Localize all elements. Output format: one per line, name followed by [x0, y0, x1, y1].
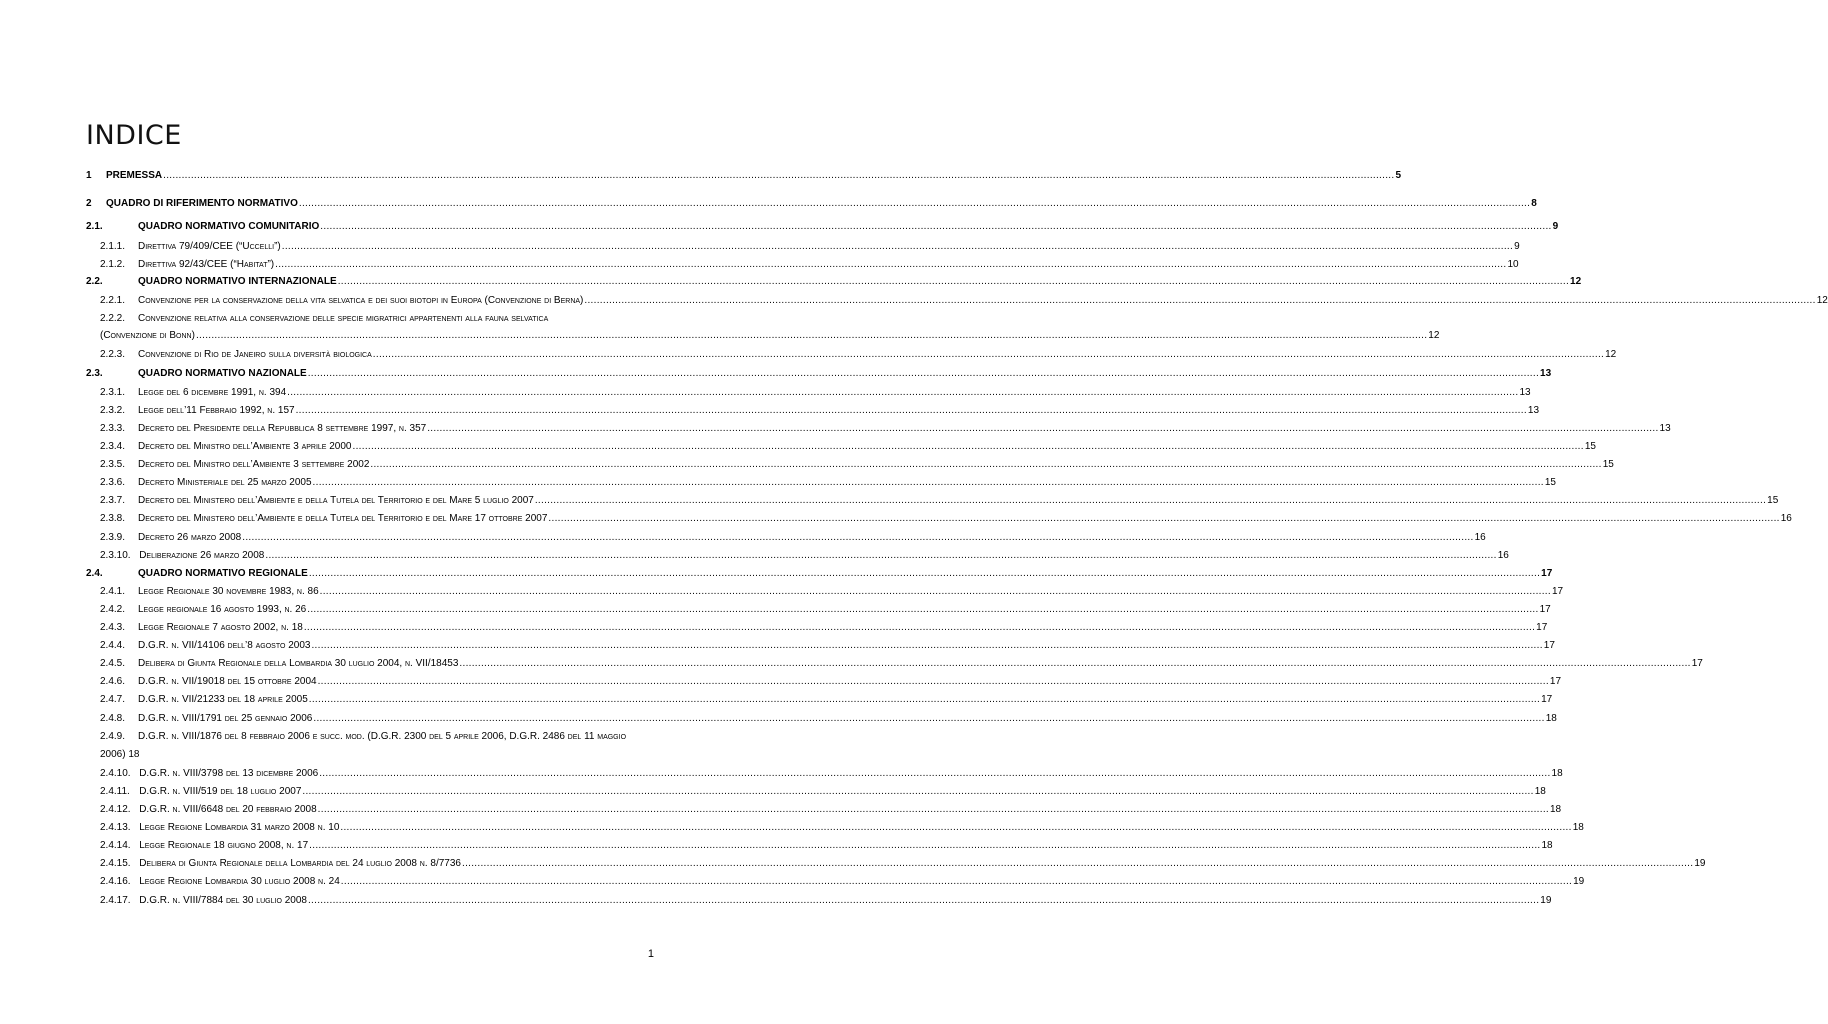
toc-entry[interactable] [0, 511, 1792, 527]
toc-entry-label: Decreto del Ministro dell’Ambiente 3 settembre 2002 [138, 459, 370, 470]
toc-leader-dots: ................................................................................................................................................................................................................................................................................................................................................................................................................ [308, 694, 1541, 705]
toc-entry-number: 2.4. [86, 568, 103, 579]
toc-entry-label: Decreto del Ministero dell’Ambiente e della Tutela del Territorio e del Mare 17 ottobre 2007 [138, 513, 548, 524]
toc-entry-number: 2.4.12. [100, 804, 131, 815]
toc-entry-page: 12 [1428, 330, 1440, 341]
toc-leader-dots: ................................................................................................................................................................................................................................................................................................................................................................................................................ [584, 295, 1816, 306]
toc-entry-label: Delibera di Giunta Regionale della Lombardia del 24 luglio 2008 n. 8/7736 [139, 858, 461, 869]
toc-entry-page: 16 [1474, 532, 1486, 543]
toc-entry[interactable] [0, 457, 1614, 473]
toc-leader-dots: ................................................................................................................................................................................................................................................................................................................................................................................................................ [281, 241, 1514, 252]
toc-entry[interactable] [0, 328, 1440, 344]
toc-leader-dots: ................................................................................................................................................................................................................................................................................................................................................................................................................ [352, 441, 1584, 452]
toc-entry-label: D.G.R. n. VII/14106 dell’8 agosto 2003 [138, 640, 311, 651]
page-title: INDICE [86, 120, 182, 151]
toc-leader-dots: ................................................................................................................................................................................................................................................................................................................................................................................................................ [307, 604, 1539, 615]
toc-entry-number: 2.1. [86, 221, 103, 232]
toc-entry[interactable] [0, 421, 1671, 437]
toc-entry[interactable] [0, 784, 1546, 800]
toc-entry-number: 2.2.2. [100, 313, 126, 324]
toc-leader-dots: ................................................................................................................................................................................................................................................................................................................................................................................................................ [307, 895, 1540, 906]
toc-entry-page: 17 [1691, 658, 1703, 669]
toc-entry[interactable] [0, 311, 724, 327]
toc-entry-number: 2.4.16. [100, 876, 131, 887]
toc-entry-page: 5 [1395, 170, 1402, 181]
toc-entry[interactable] [0, 548, 1509, 564]
toc-entry-page: 17 [1551, 586, 1564, 597]
toc-entry[interactable] [0, 856, 1706, 872]
toc-entry-number: 2.4.15. [100, 858, 131, 869]
toc-entry-label: Deliberazione 26 marzo 2008 [139, 550, 265, 561]
toc-entry-page: 17 [1539, 604, 1551, 615]
toc-entry-page: 15 [1584, 441, 1596, 452]
toc-entry-number: 2.4.4. [100, 640, 126, 651]
toc-entry-page: 18 [1551, 768, 1563, 779]
toc-entry-label: D.G.R. n. VIII/1791 del 25 gennaio 2006 [138, 713, 313, 724]
toc-leader-dots: ................................................................................................................................................................................................................................................................................................................................................................................................................ [319, 768, 1551, 779]
toc-entry[interactable] [0, 366, 1552, 382]
toc-entry-page: 8 [1531, 198, 1537, 209]
toc-entry-label: D.G.R. n. VII/19018 del 15 ottobre 2004 [138, 676, 317, 687]
toc-entry[interactable] [0, 674, 1562, 690]
toc-entry-number: 2.3.7. [100, 495, 126, 506]
toc-entry[interactable] [0, 711, 1557, 727]
toc-entry-page: 18 [1572, 822, 1584, 833]
toc-leader-dots: ................................................................................................................................................................................................................................................................................................................................................................................................................ [195, 330, 1428, 341]
toc-entry-number: 1 [86, 170, 92, 181]
toc-entry-page: 17 [1541, 694, 1553, 705]
toc-entry-page: 10 [1507, 259, 1519, 270]
toc-leader-dots: ................................................................................................................................................................................................................................................................................................................................................................................................................ [303, 622, 1536, 633]
toc-leader-dots: ................................................................................................................................................................................................................................................................................................................................................................................................................ [317, 804, 1549, 815]
toc-entry[interactable] [0, 274, 1582, 290]
toc-entry[interactable] [0, 347, 1617, 363]
toc-leader-dots: ................................................................................................................................................................................................................................................................................................................................................................................................................ [312, 477, 1544, 488]
toc-entry[interactable] [0, 620, 1548, 636]
toc-entry-number: 2.1.2. [100, 259, 126, 270]
toc-leader-dots: ................................................................................................................................................................................................................................................................................................................................................................................................................ [320, 221, 1552, 232]
toc-entry-number: 2.3.10. [100, 550, 131, 561]
toc-entry-page: 18 [1550, 804, 1562, 815]
toc-entry[interactable] [0, 602, 1551, 618]
toc-entry[interactable] [0, 196, 1537, 212]
toc-entry-number: 2.4.10. [100, 768, 131, 779]
toc-leader-dots: ................................................................................................................................................................................................................................................................................................................................................................................................................ [275, 259, 1507, 270]
toc-entry-label: Legge del 6 dicembre 1991, n. 394 [138, 387, 287, 398]
toc-entry[interactable] [0, 475, 1556, 491]
toc-entry[interactable] [0, 802, 1562, 818]
toc-leader-dots: ................................................................................................................................................................................................................................................................................................................................................................................................................ [534, 495, 1767, 506]
toc-entry-number: 2.3.9. [100, 532, 126, 543]
toc-entry-number: 2.4.14. [100, 840, 131, 851]
toc-leader-dots: ................................................................................................................................................................................................................................................................................................................................................................................................................ [459, 658, 1691, 669]
toc-leader-dots: ................................................................................................................................................................................................................................................................................................................................................................................................................ [313, 713, 1545, 724]
toc-leader-dots: ................................................................................................................................................................................................................................................................................................................................................................................................................ [548, 513, 1780, 524]
toc-entry-page: 13 [1540, 368, 1552, 379]
toc-entry-page: 17 [1541, 568, 1553, 579]
toc-entry-number: 2.3.4. [100, 441, 126, 452]
toc-entry[interactable] [0, 530, 1486, 546]
toc-entry-label: D.G.R. n. VIII/1876 del 8 febbraio 2006 e succ. mod. (D.G.R. 2300 del 5 aprile 2006, D.G.R. 2486 del 11 maggio [138, 731, 627, 742]
toc-entry-number: 2.4.9. [100, 731, 126, 742]
toc-entry-label: D.G.R. n. VII/21233 del 18 aprile 2005 [138, 694, 308, 705]
toc-entry[interactable] [0, 766, 1563, 782]
toc-leader-dots: ................................................................................................................................................................................................................................................................................................................................................................................................................ [302, 786, 1534, 797]
toc-entry-label: Legge Regionale 30 novembre 1983, n. 86 [138, 586, 319, 597]
toc-entry-number: 2.4.3. [100, 622, 126, 633]
toc-entry-number: 2.3.6. [100, 477, 126, 488]
toc-entry-number: 2.4.7. [100, 694, 126, 705]
toc-entry[interactable] [0, 293, 1828, 309]
toc-entry-label: Decreto 26 marzo 2008 [138, 532, 242, 543]
toc-leader-dots: ................................................................................................................................................................................................................................................................................................................................................................................................................ [163, 170, 1395, 181]
toc-entry-number: 2.3.2. [100, 405, 126, 416]
footer-page-number: 1 [647, 948, 654, 960]
toc-entry-number: 2.3.3. [100, 423, 126, 434]
toc-entry-number: 2.4.11. [100, 786, 130, 797]
toc-entry-number: 2.3.1. [100, 387, 126, 398]
toc-entry-number: 2.4.17. [100, 895, 131, 906]
toc-entry-number: 2.4.5. [100, 658, 126, 669]
toc-entry-number: 2.4.2. [100, 604, 126, 615]
toc-entry[interactable] [0, 584, 1564, 600]
toc-entry[interactable] [0, 566, 1553, 582]
toc-leader-dots: ................................................................................................................................................................................................................................................................................................................................................................................................................ [309, 840, 1541, 851]
toc-leader-dots: ................................................................................................................................................................................................................................................................................................................................................................................................................ [372, 349, 1605, 360]
toc-entry-number: 2.2. [86, 276, 103, 287]
toc-entry-label: D.G.R. n. VIII/3798 del 13 dicembre 2006 [139, 768, 319, 779]
toc-entry-label: Legge dell’11 Febbraio 1992, n. 157 [138, 405, 295, 416]
toc-entry-label: QUADRO NORMATIVO REGIONALE [138, 568, 308, 579]
toc-entry[interactable] [0, 439, 1596, 455]
toc-entry[interactable] [0, 893, 1552, 909]
toc-entry-label: Direttiva 92/43/CEE (“Habitat”) [138, 259, 275, 270]
toc-entry-page: 12 [1605, 349, 1617, 360]
toc-leader-dots: ................................................................................................................................................................................................................................................................................................................................................................................................................ [295, 405, 1527, 416]
toc-entry[interactable] [0, 257, 1519, 273]
toc-entry-page: 17 [1536, 622, 1548, 633]
toc-entry-label: PREMESSA [106, 170, 163, 181]
toc-leader-dots: ................................................................................................................................................................................................................................................................................................................................................................................................................ [308, 568, 1541, 579]
toc-entry-label: Convenzione relativa alla conservazione delle specie migratrici appartenenti alla fauna selvatica [138, 313, 549, 324]
toc-entry-page: 18 [1545, 713, 1557, 724]
toc-leader-dots: ................................................................................................................................................................................................................................................................................................................................................................................................................ [427, 423, 1659, 434]
toc-leader-dots: ................................................................................................................................................................................................................................................................................................................................................................................................................ [370, 459, 1602, 470]
toc-entry[interactable] [0, 493, 1779, 509]
toc-entry-page: 17 [1549, 676, 1562, 687]
toc-entry-page: 17 [1543, 640, 1555, 651]
toc-entry-label: QUADRO NORMATIVO INTERNAZIONALE [138, 276, 337, 287]
toc-entry-page: 15 [1767, 495, 1779, 506]
toc-entry-page: 19 [1540, 895, 1552, 906]
toc-entry-label: Legge regionale 16 agosto 1993, n. 26 [138, 604, 307, 615]
toc-entry[interactable] [0, 168, 1402, 184]
toc-entry-label: Decreto del Ministro dell’Ambiente 3 aprile 2000 [138, 441, 352, 452]
toc-entry-page: 16 [1780, 513, 1792, 524]
toc-entry-label: D.G.R. n. VIII/519 del 18 luglio 2007 [139, 786, 302, 797]
toc-entry-label: Legge Regionale 18 giugno 2008, n. 17 [139, 840, 309, 851]
toc-entry-label: Delibera di Giunta Regionale della Lombardia 30 luglio 2004, n. VII/18453 [138, 658, 459, 669]
toc-entry-number: 2.1.1. [100, 241, 126, 252]
toc-entry[interactable] [0, 820, 1584, 836]
toc-entry-number: 2.4.13. [100, 822, 131, 833]
toc-leader-dots: ................................................................................................................................................................................................................................................................................................................................................................................................................ [337, 276, 1570, 287]
toc-leader-dots: ................................................................................................................................................................................................................................................................................................................................................................................................................ [311, 640, 1543, 651]
toc-leader-dots: ................................................................................................................................................................................................................................................................................................................................................................................................................ [265, 550, 1497, 561]
toc-entry-label: QUADRO NORMATIVO COMUNITARIO [138, 221, 320, 232]
toc-entry-label: QUADRO NORMATIVO NAZIONALE [138, 368, 307, 379]
toc-entry-number: 2.3. [86, 368, 103, 379]
toc-entry[interactable] [0, 638, 1555, 654]
toc-entry[interactable] [0, 219, 1559, 235]
toc-entry-label: Legge Regione Lombardia 30 luglio 2008 n. 24 [139, 876, 340, 887]
toc-entry[interactable] [0, 692, 1553, 708]
toc-entry-number: 2 [86, 198, 92, 209]
toc-entry-page: 9 [1514, 241, 1520, 252]
toc-entry-page: 13 [1527, 405, 1540, 416]
toc-entry-page: 18 [1541, 840, 1553, 851]
toc-entry-page: 13 [1659, 423, 1671, 434]
toc-entry-label: Legge Regionale 7 agosto 2002, n. 18 [138, 622, 303, 633]
toc-entry-page: 12 [1816, 295, 1828, 306]
toc-entry-number: 2.4.1. [100, 586, 126, 597]
toc-entry-label: Convenzione di Rio de Janeiro sulla diversità biologica [138, 349, 372, 360]
toc-entry-page: 16 [1497, 550, 1509, 561]
toc-entry[interactable] [0, 239, 1520, 255]
toc-entry-page: 13 [1519, 387, 1531, 398]
toc-entry-page: 19 [1573, 876, 1585, 887]
toc-leader-dots: ................................................................................................................................................................................................................................................................................................................................................................................................................ [340, 876, 1573, 887]
toc-entry-label: Legge Regione Lombardia 31 marzo 2008 n. 10 [139, 822, 340, 833]
toc-entry[interactable] [0, 729, 724, 745]
toc-leader-dots: ................................................................................................................................................................................................................................................................................................................................................................................................................ [298, 198, 1531, 209]
toc-entry-page: 15 [1544, 477, 1556, 488]
toc-entry-number: 2.3.8. [100, 513, 126, 524]
toc-entry[interactable] [0, 747, 724, 763]
toc-entry-page: 18 [1534, 786, 1546, 797]
toc-leader-dots: ................................................................................................................................................................................................................................................................................................................................................................................................................ [340, 822, 1572, 833]
toc-entry[interactable] [0, 385, 1531, 401]
toc-entry[interactable] [0, 656, 1703, 672]
toc-leader-dots: ................................................................................................................................................................................................................................................................................................................................................................................................................ [317, 676, 1549, 687]
toc-entry-page: 9 [1552, 221, 1559, 232]
toc-entry-number: 2.2.3. [100, 349, 126, 360]
toc-entry-number: 2.4.6. [100, 676, 126, 687]
toc-entry-number: 2.3.5. [100, 459, 126, 470]
toc-entry-label: Decreto Ministeriale del 25 marzo 2005 [138, 477, 312, 488]
toc-entry-label: Direttiva 79/409/CEE (“Uccelli”) [138, 241, 281, 252]
toc-entry[interactable] [0, 403, 1540, 419]
toc-leader-dots: ................................................................................................................................................................................................................................................................................................................................................................................................................ [242, 532, 1474, 543]
toc-entry-label: Decreto del Presidente della Repubblica 8 settembre 1997, n. 357 [138, 423, 427, 434]
toc-leader-dots: ................................................................................................................................................................................................................................................................................................................................................................................................................ [461, 858, 1694, 869]
toc-entry-label: Convenzione per la conservazione della vita selvatica e dei suoi biotopi in Europa (Convenzione di Berna) [138, 295, 584, 306]
toc-entry-number: 2.2.1. [100, 295, 126, 306]
toc-entry-label: Decreto del Ministero dell’Ambiente e della Tutela del Territorio e del Mare 5 luglio 2007 [138, 495, 534, 506]
toc-entry-label: QUADRO DI RIFERIMENTO NORMATIVO [106, 198, 298, 209]
toc-entry-label: D.G.R. n. VIII/6648 del 20 febbraio 2008 [139, 804, 317, 815]
toc-entry-page: 12 [1570, 276, 1582, 287]
toc-entry-label: (Convenzione di Bonn) [100, 330, 195, 341]
toc-entry-page: 15 [1602, 459, 1614, 470]
toc-entry[interactable] [0, 838, 1553, 854]
toc-entry-number: 2.4.8. [100, 713, 126, 724]
toc-leader-dots: ................................................................................................................................................................................................................................................................................................................................................................................................................ [307, 368, 1540, 379]
toc-leader-dots: ................................................................................................................................................................................................................................................................................................................................................................................................................ [287, 387, 1519, 398]
toc-entry-page: 19 [1694, 858, 1706, 869]
toc-entry-label: D.G.R. n. VIII/7884 del 30 luglio 2008 [139, 895, 307, 906]
toc-entry[interactable] [0, 874, 1585, 890]
toc-leader-dots: ................................................................................................................................................................................................................................................................................................................................................................................................................ [319, 586, 1551, 597]
toc-entry-label: 2006) 18 [100, 749, 140, 760]
